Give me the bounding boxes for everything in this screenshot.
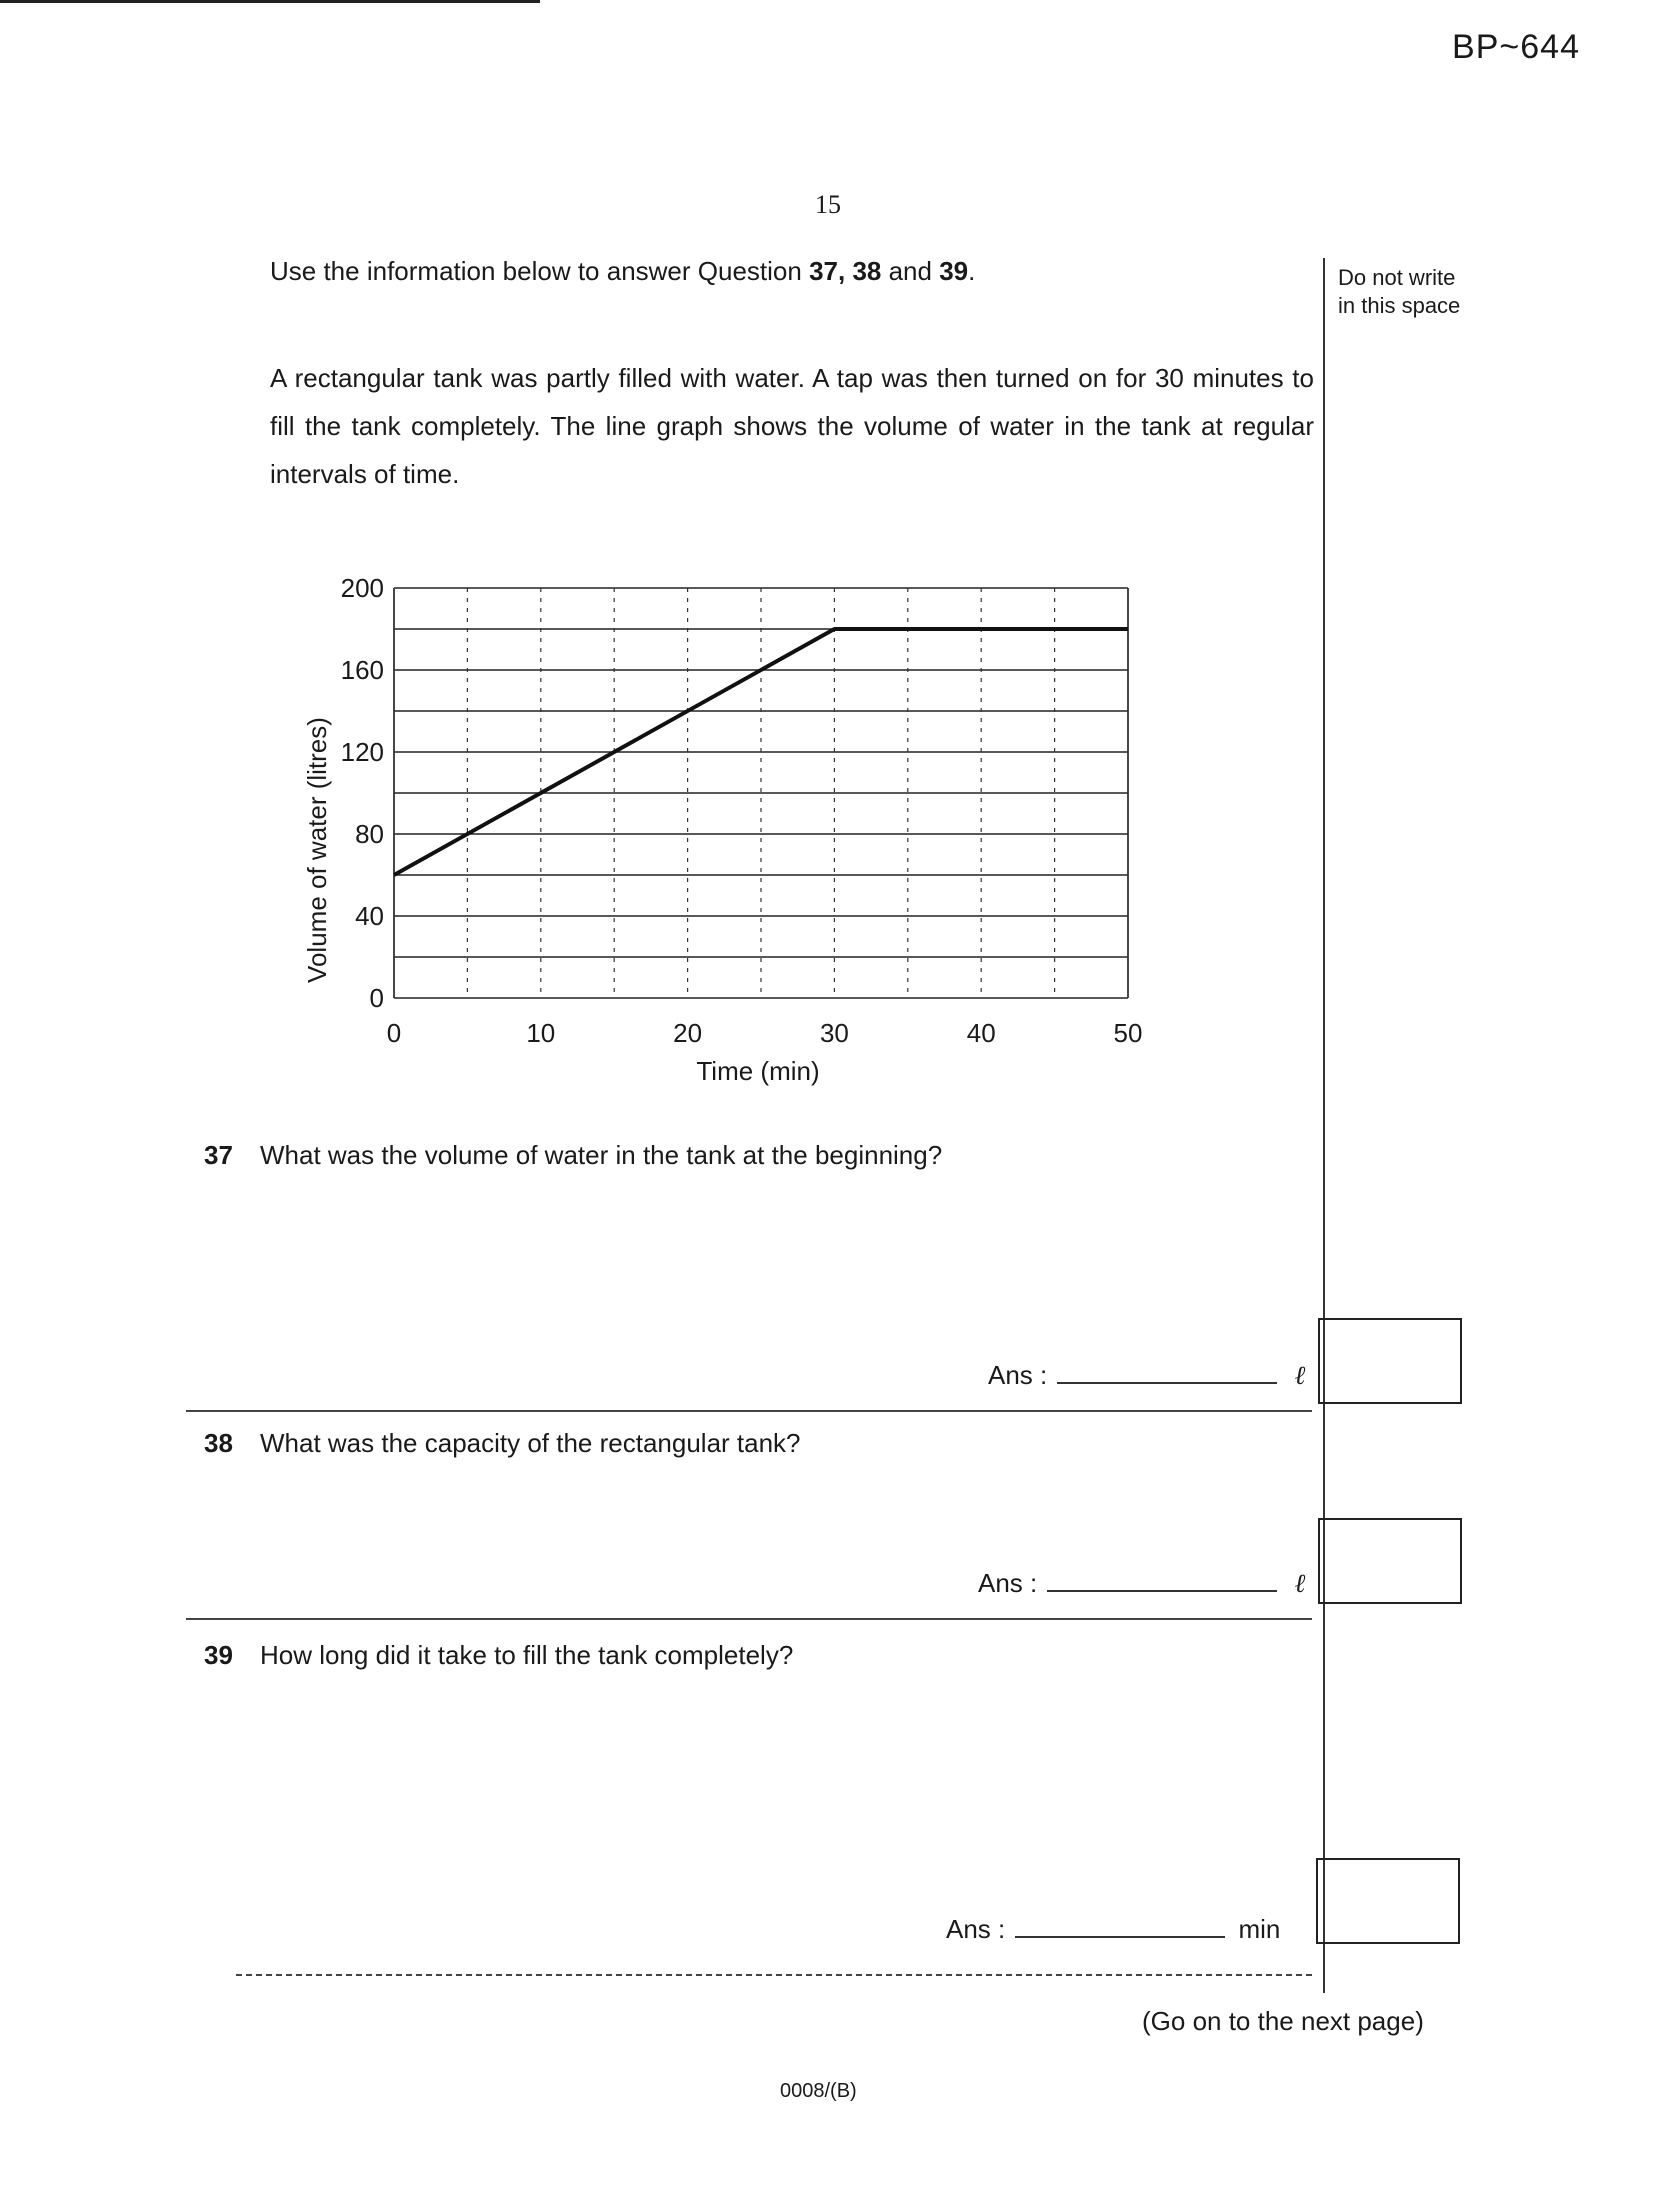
intro-prefix: Use the information below to answer Question [270,256,810,286]
x-tick-label: 30 [819,1018,849,1048]
y-axis-label: Volume of water (litres) [302,717,332,983]
intro-line [270,256,975,287]
top-rule [0,0,540,3]
y-tick-label: 120 [340,737,384,767]
x-tick-label: 40 [966,1018,996,1048]
answer-unit: min [1238,1914,1281,1944]
y-tick-label: 80 [355,819,384,849]
paper-code: BP~644 [1452,28,1580,66]
margin-divider [1323,258,1325,1993]
question-text: What was the volume of water in the tank at the beginning? [260,1140,943,1170]
question-text: How long did it take to fill the tank completely? [260,1640,794,1670]
x-tick-label: 20 [673,1018,703,1048]
next-page-note: (Go on to the next page) [1142,2006,1424,2036]
x-tick-label: 0 [386,1018,402,1048]
mark-box-37 [1318,1318,1462,1404]
question-number: 39 [204,1640,233,1670]
y-tick-label: 40 [355,901,384,931]
answer-unit: ℓ [1294,1569,1306,1599]
question-separator [186,1410,1312,1412]
question-text: What was the capacity of the rectangular tank? [260,1428,801,1458]
intro-mid: and [881,256,940,286]
answer-field-39[interactable] [1015,1914,1225,1938]
intro-suffix: . [968,256,976,286]
y-tick-label: 200 [340,573,384,603]
question-number: 37 [204,1140,233,1170]
answer-label: Ans : [988,1360,1048,1390]
line-chart [280,560,1180,1100]
x-tick-label: 10 [526,1018,556,1048]
answer-row-38 [978,1568,1305,1599]
mark-box-38 [1318,1518,1462,1604]
answer-row-39 [946,1914,1280,1945]
question-separator [186,1618,1312,1620]
chart-grid [394,588,1128,998]
answer-label: Ans : [978,1568,1038,1598]
intro-q38: 38 [852,256,882,286]
y-tick-label: 160 [340,655,384,685]
x-tick-label: 50 [1113,1018,1143,1048]
answer-field-37[interactable] [1057,1360,1277,1384]
x-axis-label: Time (min) [696,1056,820,1086]
question-38 [204,1428,801,1459]
question-37 [204,1140,942,1171]
margin-note-line2: in this space [1338,293,1461,318]
intro-q37: 37, [809,256,846,286]
page-number: 15 [815,190,841,219]
chart-ticks [341,573,1143,1048]
question-separator [236,1974,1312,1976]
question-39 [204,1640,793,1671]
answer-label: Ans : [946,1914,1006,1944]
question-number: 38 [204,1428,233,1458]
problem-paragraph: A rectangular tank was partly filled with water. A tap was then turned on for 30 minutes to fill the tank completely. The line graph shows the volume of water in the tank at regular intervals of time. [270,363,1314,489]
margin-note [1338,264,1518,320]
margin-note-line1: Do not write [1338,265,1456,290]
y-tick-label: 0 [369,983,384,1013]
intro-q39: 39 [939,256,969,286]
answer-unit: ℓ [1294,1361,1306,1391]
mark-box-39 [1316,1858,1460,1944]
answer-field-38[interactable] [1047,1568,1277,1592]
answer-row-37 [988,1360,1305,1391]
footer-code: 0008/(B) [780,2080,857,2102]
